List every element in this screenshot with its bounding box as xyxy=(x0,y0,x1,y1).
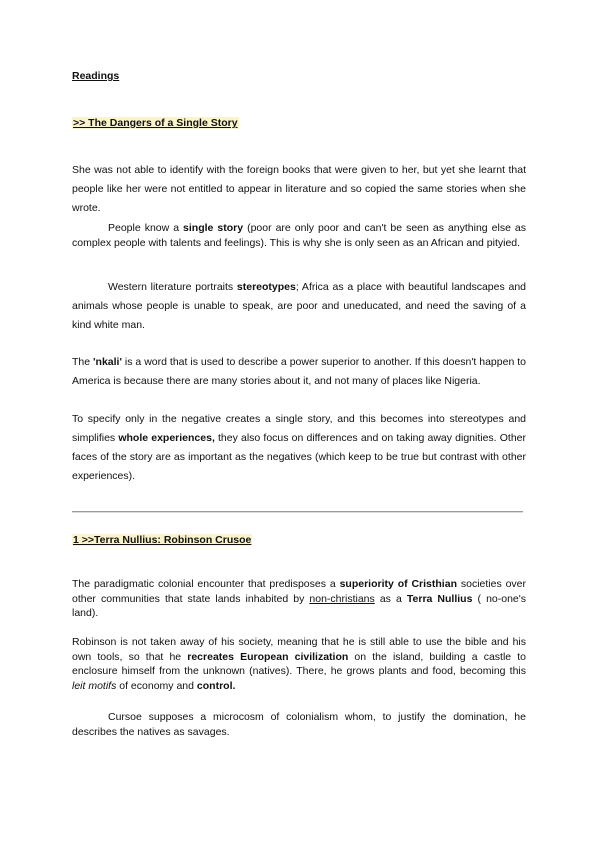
paragraph-microcosm: Cursoe supposes a microcosm of colonialism whom, to justify the domination, he describes the natives as savages. xyxy=(72,711,526,738)
text-run: on the island, building a castle to enclosure himself from the unknown (natives). There, he grows plants and food, becoming this xyxy=(72,650,526,678)
text-run: ; Africa as a place with beautiful landscapes and animals whose people is unable to speak, are poor and uneducated, and need the saving of a kind white man. xyxy=(72,281,526,331)
readings-heading: Readings xyxy=(72,70,120,82)
text-run: societies over other communities that state lands inhabited by xyxy=(72,578,526,605)
underlined-term: non-christians xyxy=(309,592,375,605)
text-run: (poor are only poor and can't be seen as anything else as complex people with talents and feelings). This is why she is only seen as an African and pityied. xyxy=(72,222,526,249)
paragraph-robinson xyxy=(72,635,526,693)
paragraph-identify: She was not able to identify with the foreign books that were given to her, but yet she learnt that people like her were not entitled to appear in literature and so copied the same stories when she wrote. xyxy=(72,164,526,214)
paragraph-nkali xyxy=(72,353,526,391)
text-run: is a word that is used to describe a power superior to another. If this doesn't happen to America is because there are many stories about it, and not many of places like Nigeria. xyxy=(72,356,526,387)
bold-term: 'nkali' xyxy=(93,356,122,368)
bold-term: control. xyxy=(196,679,236,692)
bold-term: Terra Nullius xyxy=(406,592,473,605)
paragraph-colonial-encounter xyxy=(72,577,526,621)
text-run: Western literature portraits xyxy=(108,281,237,293)
text-run: The paradigmatic colonial encounter that predisposes a xyxy=(72,578,340,590)
bold-term: whole experiences, xyxy=(118,432,215,444)
horizontal-divider xyxy=(72,511,523,513)
text-run: People know a xyxy=(108,222,184,234)
paragraph-negative xyxy=(72,410,526,486)
section-title-text: >> The Dangers of a Single Story xyxy=(73,117,238,129)
bold-term: single story xyxy=(183,222,244,234)
text-run: they also focus on differences and on taking away dignities. Other faces of the story are as important as the negatives (which keep to be true but contrast with other experiences). xyxy=(72,432,527,482)
italic-term: leit motifs xyxy=(72,679,117,692)
text-run: as a xyxy=(374,592,407,605)
section-heading-single-story xyxy=(72,117,239,129)
text-run: Robinson is not taken away of his society, meaning that he is still able to use the bible and his own tools, so that he xyxy=(72,636,526,663)
text-run: The xyxy=(72,356,94,368)
section-heading-terra-nullius xyxy=(72,534,252,546)
text-run: of economy and xyxy=(116,679,197,692)
paragraph-stereotypes xyxy=(72,278,526,335)
text-run: ( no-one's land). xyxy=(72,592,527,620)
text-run: To specify only in the negative creates a single story, and this becomes into stereotypes and simplifies xyxy=(72,413,526,444)
section-title-text: 1 >>Terra Nullius: Robinson Crusoe xyxy=(73,534,252,546)
bold-term: stereotypes xyxy=(236,281,296,293)
bold-term: superiority of Cristhian xyxy=(339,578,457,590)
paragraph-single-story xyxy=(72,221,526,250)
bold-term: recreates European civilization xyxy=(187,650,349,663)
